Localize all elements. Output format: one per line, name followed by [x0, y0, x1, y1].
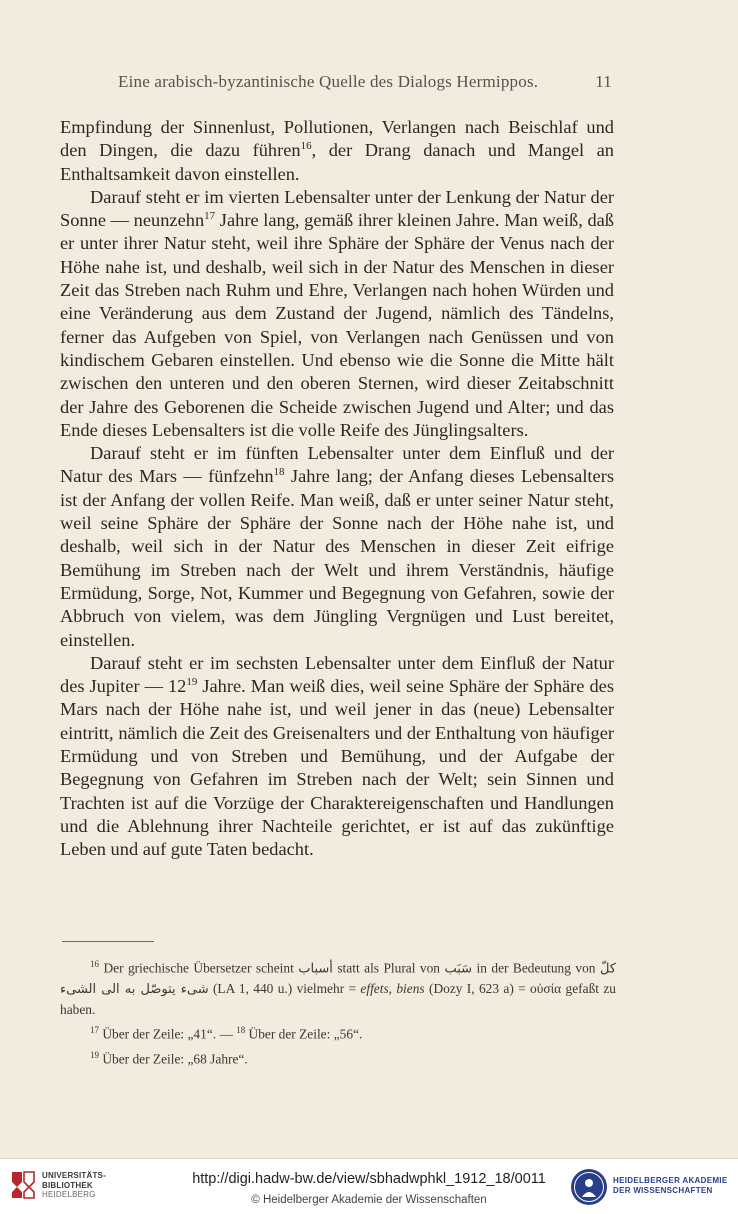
- academy-name: HEIDELBERGER AKADEMIE DER WISSENSCHAFTEN: [613, 1176, 728, 1195]
- paragraph-2: Darauf steht er im vierten Lebensalter unter der Lenkung der Natur der Sonne — neunzehn$^{17}$ Jahre lang, gemäß ihrer kleinen Jahre. Man weiß, daß er unter ihrer Natur steht, weil ihre Sphäre der Sphäre der Venus nach der Höhe nahe ist, und deshalb, weil sich in der Natur des Menschen in dieser Zeit das Streben nach Ruhm und Ehre, Verlangen nach hohen Würden und eine Veränderung aus dem Zustand der Jugend, nämlich des Tändelns, ferner das Aufgeben von Spiel, von Verlangen nach Genüssen und von kindischem Gebaren einstellen. Und ebenso wie die Sonne die Mitte hält zwischen den unteren und den oberen Sternen, wird dieser Zeitabschnitt der Jahre des Geborenen die Scheide zwischen Jugend und Alter; und das Ende dieses Lebensalters ist die volle Reife des Jünglingsalters.: [60, 186, 614, 440]
- footnote-19: $^{19}$ Über der Zeile: „68 Jahre“.: [90, 1049, 248, 1067]
- university-library-name: UNIVERSITÄTS- BIBLIOTHEK HEIDELBERG: [42, 1171, 106, 1200]
- footnote-16: $^{16}$ Der griechische Übersetzer scheint أسباب statt als Plural von سَبَب in der Bedeutung von كلّ شىء يتوصّل به الى الشىء (LA 1, 440 u.) vielmehr = effets, biens (Dozy I, 623 a) = οὐσία gefaßt zu haben.: [60, 959, 616, 1018]
- footnote-17-18: $^{17}$ Über der Zeile: „41“. — $^{18}$ Über der Zeile: „56“.: [90, 1025, 363, 1042]
- page-number: 11: [595, 72, 612, 91]
- paragraph-4: Darauf steht er im sechsten Lebensalter unter dem Einfluß der Natur des Jupiter — $12^{19}$ Jahre. Man weiß dies, weil seine Sphäre der Sphäre des Mars nach der Höhe nahe ist, und weil jener in das (neue) Lebensalter eintritt, nämlich die Zeit des Greisenalters und der Enthaltung von häufiger Ermüdung und von Streben und Bemühung, und der Aufgabe der Begegnung von Gefahren im Streben nach der Welt; sein Sinnen und Trachten ist auf die Vorzüge der Charaktereigenschaften und Handlungen und die Ablehnung ihrer Nachteile gerichtet, er ist auf das zukünftige Leben und auf gute Taten bedacht.: [60, 652, 614, 860]
- footer-bar: [0, 1158, 738, 1214]
- paragraph-3: Darauf steht er im fünften Lebensalter unter dem Einfluß und der Natur des Mars — fünfzehn$^{18}$ Jahre lang; der Anfang dieses Lebensalters ist der Anfang der vollen Reife. Man weiß, daß er unter seiner Natur steht, weil seine Sphäre der Sphäre der Sonne nach der Höhe nahe ist, und deshalb, weil sich in der Natur des Menschen in dieser Zeit eifrige Bemühung im Streben nach der Welt und ihrem Verständnis, häufige Ermüdung, Sorge, Not, Kummer und Begegnung von Gefahren, sowie der Abbruch von vielem, was dem Jüngling Vergnügen und Lust bereitet, einstellen.: [60, 443, 614, 650]
- running-head-title: Eine arabisch-byzantinische Quelle des Dialogs Hermippos.: [118, 72, 539, 91]
- footnote-rule: [62, 941, 154, 942]
- footnote-ref-19: 19: [186, 676, 198, 688]
- paragraph-1: Empfindung der Sinnenlust, Pollutionen, Verlangen nach Beischlaf und den Dingen, die dazu führen$^{16}$, der Drang danach und Mangel an Enthaltsamkeit davon einstellen.: [60, 117, 614, 184]
- footnote-ref-17: 17: [204, 210, 216, 223]
- body-text: [60, 116, 614, 862]
- footnote-ref-18: 18: [273, 466, 285, 479]
- footnotes: [60, 954, 616, 1069]
- permalink-url[interactable]: http://digi.hadw-bw.de/view/sbhadwphkl_1912_18/0011: [192, 1171, 546, 1187]
- academy-seal-icon: [570, 1168, 608, 1206]
- copyright-notice: © Heidelberger Akademie der Wissenschaften: [251, 1194, 487, 1206]
- footnote-ref-16: 16: [300, 140, 312, 153]
